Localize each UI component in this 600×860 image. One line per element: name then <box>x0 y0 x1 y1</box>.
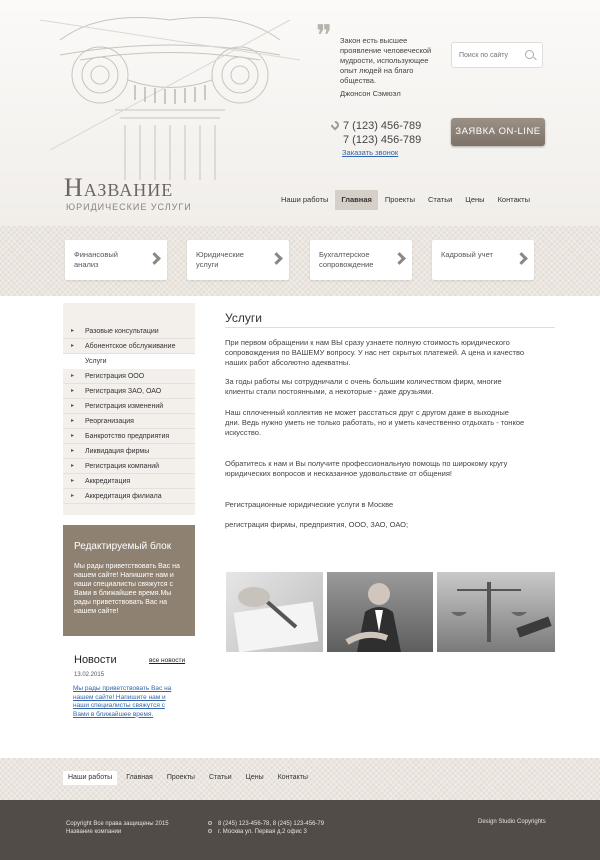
logo-title: Название <box>64 173 174 202</box>
topnav-item-prices[interactable]: Цены <box>465 195 485 204</box>
content-paragraph: За годы работы мы сотрудничали с очень большим количеством фирм, многие клиенты стали постоянными, а некоторые - даже друзьями. <box>225 377 502 396</box>
photo-pen-documents <box>226 572 323 652</box>
photo-handshake-illustration <box>327 572 433 652</box>
content-paragraph: регистрация фирмы, предприятия, ООО, ЗАО, ОАО; <box>225 520 409 529</box>
footer-contacts <box>218 820 324 836</box>
sidebar-item[interactable]: ▸ Регистрация ООО <box>63 369 195 384</box>
order-online-button[interactable]: ЗАЯВКА ON-LINE <box>451 118 545 146</box>
news-item-link[interactable]: Мы рады приветствовать Вас на нашем сайте! Напишите нам и наши специалисты свяжутся с Вами в ближайшее время. <box>73 685 172 718</box>
content-paragraph: Обратитесь к нам и Вы получите профессиональную помощь по широкому кругу юридических вопросов и несказанное удовольствие от общения! <box>225 459 508 478</box>
footer-phones: 8 (245) 123-456-78, 8 (245) 123-456-79 <box>218 821 325 827</box>
chevron-right-icon <box>270 252 283 265</box>
footnav-item-works[interactable]: Наши работы <box>63 771 117 785</box>
chevron-right-icon <box>393 252 406 265</box>
sidebar-item[interactable]: ▸ Аккредитация <box>63 474 195 489</box>
top-navigation <box>275 190 537 210</box>
topnav-item-contacts[interactable]: Контакты <box>497 195 530 204</box>
sidebar-item[interactable]: ▸ Банкротство предприятия <box>63 429 195 444</box>
service-card-legal[interactable] <box>187 240 289 280</box>
all-news-link[interactable]: все новости <box>149 657 186 664</box>
phone-icon <box>208 821 212 825</box>
search-input[interactable] <box>452 43 522 67</box>
footnav-item-prices[interactable]: Цены <box>245 774 264 781</box>
content-paragraph: Регистрационные юридические услуги в Москве <box>225 500 394 509</box>
topnav-item-projects[interactable]: Проекты <box>384 195 415 204</box>
footer-copyright <box>66 820 169 836</box>
service-card-label: Юридические услуги <box>196 250 244 269</box>
search-box <box>451 42 543 68</box>
logo-subtitle: ЮРИДИЧЕСКИЕ УСЛУГИ <box>66 202 192 212</box>
sidebar-item[interactable]: ▸ Ликвидация фирмы <box>63 444 195 459</box>
service-card-label: Бухгалтерское сопровождение <box>319 250 374 269</box>
topnav-item-home[interactable]: Главная <box>335 190 378 210</box>
title-divider <box>225 327 555 328</box>
search-icon[interactable] <box>525 50 534 59</box>
chevron-right-icon <box>148 252 161 265</box>
sidebar-item[interactable]: ▸ Аккредитация филиала <box>63 489 195 504</box>
column-sketch-illustration <box>40 0 300 180</box>
quote-text: Закон есть высшее проявление человеческой мудрости, использующее опыт людей на благо общества. <box>340 36 432 85</box>
callback-link[interactable]: Заказать звонок <box>342 148 399 157</box>
footnav-item-home[interactable]: Главная <box>126 774 153 781</box>
footer <box>0 800 600 860</box>
phone-icon <box>329 119 340 130</box>
sidebar-menu <box>63 303 195 515</box>
footnav-item-contacts[interactable]: Контакты <box>277 774 308 781</box>
sidebar-item[interactable]: ▸ Разовые консультации <box>63 324 195 339</box>
location-icon <box>208 829 212 833</box>
editable-block-title: Редактируемый блок <box>74 541 172 552</box>
sidebar-item[interactable]: ▸ Регистрация компаний <box>63 459 195 474</box>
editable-block <box>63 525 195 636</box>
service-card-label: Финансовый анализ <box>74 250 118 269</box>
topnav-item-works[interactable]: Наши работы <box>281 195 329 204</box>
sidebar-item[interactable]: ▸ Регистрация ЗАО, ОАО <box>63 384 195 399</box>
chevron-right-icon <box>515 252 528 265</box>
editable-block-text: Мы рады приветствовать Вас на нашем сайте! Напишите нам и наши специалисты свяжутся с Вами в ближайшее время.Мы рады приветствовать Вас на нашем сайте! <box>74 563 180 615</box>
footnav-item-articles[interactable]: Статьи <box>208 774 232 781</box>
service-card-label: Кадровый учет <box>441 250 493 259</box>
phone-number-2: 7 (123) 456-789 <box>343 134 422 146</box>
photo-scales-illustration <box>437 572 555 652</box>
footnav-item-projects[interactable]: Проекты <box>166 774 195 781</box>
footer-copyright-line: Copyright Все права защищены 2015 <box>66 821 169 827</box>
news-title: Новости <box>74 654 117 666</box>
service-card-accounting[interactable] <box>310 240 412 280</box>
footer-address: г. Москва ул. Первая д.2 офис 3 <box>218 829 307 835</box>
service-card-financial[interactable] <box>65 240 167 280</box>
topnav-item-articles[interactable]: Статьи <box>427 195 453 204</box>
sidebar-item-active[interactable]: Услуги <box>63 354 199 369</box>
photo-pen-illustration <box>226 572 323 652</box>
footer-navigation <box>63 771 317 785</box>
header <box>0 0 600 226</box>
photo-scales-of-justice <box>437 572 555 652</box>
content-paragraph: При первом обращении к нам ВЫ сразу узнаете полную стоимость юридического сопровождения по ВАШЕМУ вопросу. У нас нет скрытых платежей. А цена и качество наших работ абсолютно адекватны. <box>225 338 525 367</box>
quote-icon: ❞ <box>316 20 333 53</box>
content-paragraph: Наш сплоченный коллектив не может расстаться друг с другом даже в выходные дни. Ведь нужно уметь не только работать, но и уметь качественно отдыхать - тонкое искусство. <box>225 408 525 437</box>
phone-number-1: 7 (123) 456-789 <box>343 120 422 132</box>
sidebar-item[interactable]: ▸ Абонентское обслуживание <box>63 339 195 354</box>
news-date: 13.02.2015 <box>74 672 105 678</box>
page-title: Услуги <box>225 311 262 325</box>
footer-company-name: Название компании <box>66 829 122 835</box>
sidebar-item[interactable]: ▸ Регистрация изменений <box>63 399 195 414</box>
quote-author: Джонсон Сэмюэл <box>340 89 401 98</box>
footer-studio-credit[interactable]: Design Studio Copyrights <box>478 819 546 825</box>
sidebar-item[interactable]: ▸ Реорганизация <box>63 414 195 429</box>
logo[interactable] <box>64 174 192 212</box>
photo-handshake <box>327 572 433 652</box>
service-card-hr[interactable] <box>432 240 534 280</box>
